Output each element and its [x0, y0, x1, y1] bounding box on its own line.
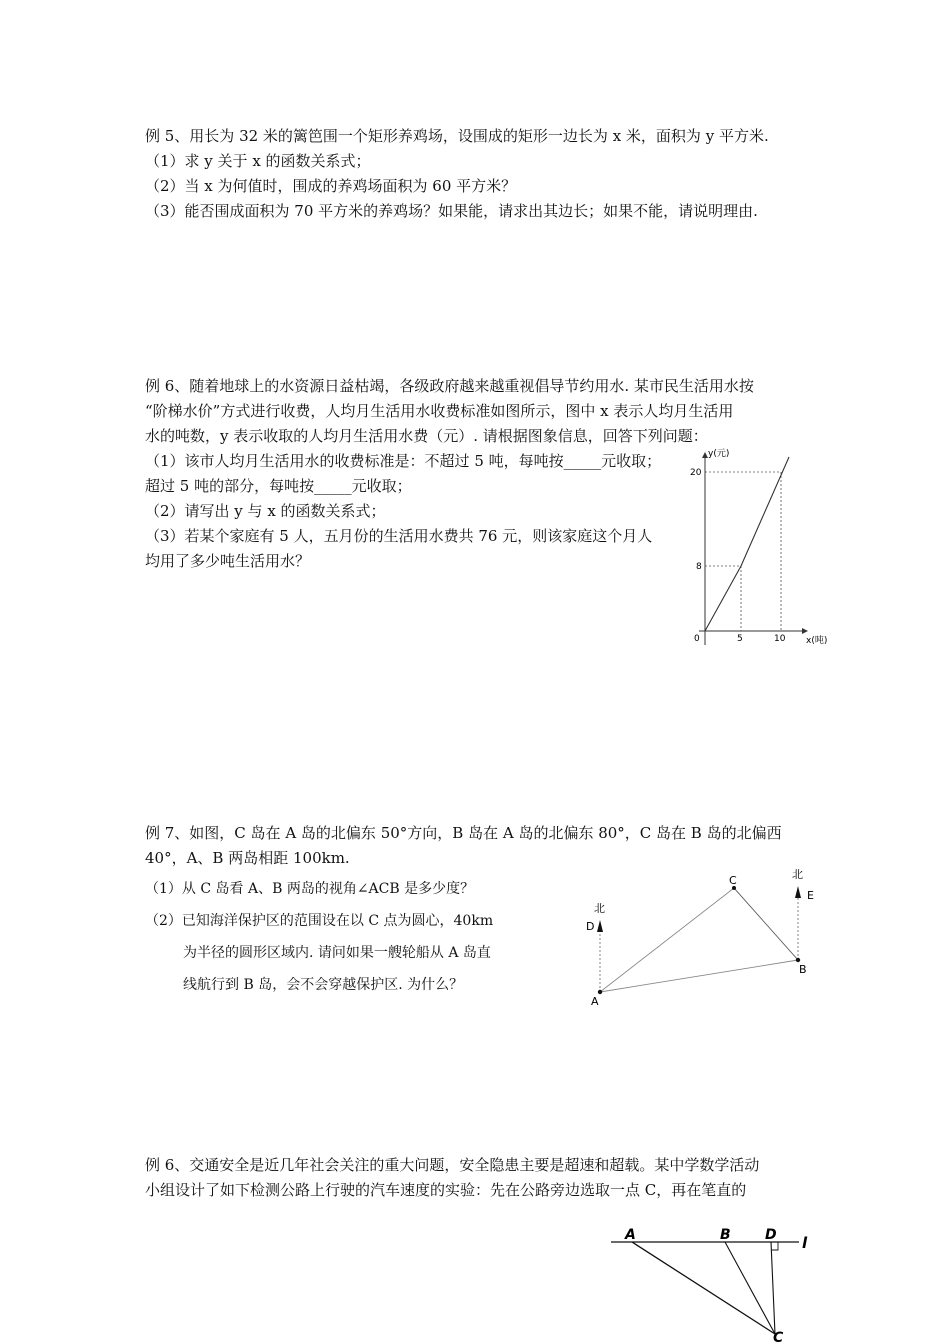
label-c: C	[773, 1330, 784, 1344]
example-7-question-2-line-1: （2）已知海洋保护区的范围设在以 C 点为圆心，40km	[145, 913, 494, 929]
example-6-line-8: 均用了多少吨生活用水？	[145, 552, 311, 570]
example-7-questions	[145, 873, 565, 1001]
example-7	[145, 821, 810, 871]
point-b	[796, 958, 800, 962]
label-north-b: 北	[792, 868, 803, 881]
water-fee-graph	[685, 445, 845, 655]
label-b: B	[720, 1227, 731, 1243]
example-7-question-2-line-3: 线航行到 B 岛，会不会穿越保护区. 为什么？	[183, 977, 464, 993]
label-a: A	[625, 1227, 636, 1243]
islands-diagram	[580, 868, 820, 1008]
example-5-line-3: （2）当 x 为何值时，围成的养鸡场面积为 60 平方米？	[145, 177, 517, 195]
segment-cb	[734, 888, 798, 960]
y-tick-8: 8	[696, 562, 702, 572]
label-a: A	[591, 995, 599, 1008]
label-b: B	[799, 963, 807, 976]
example-traffic-line-1: 例 6、交通安全是近几年社会关注的重大问题，安全隐患主要是超速和超载。某中学数学活动	[145, 1156, 760, 1174]
y-tick-20: 20	[690, 468, 702, 478]
example-7-line-1: 例 7、如图，C 岛在 A 岛的北偏东 50°方向，B 岛在 A 岛的北偏东 80°，C 岛在 B 岛的北偏西	[145, 824, 782, 842]
x-tick-10: 10	[774, 634, 786, 644]
example-5-line-2: （1）求 y 关于 x 的函数关系式；	[145, 152, 371, 170]
label-north-a: 北	[594, 902, 605, 915]
right-angle-mark	[771, 1242, 778, 1250]
example-6-line-7: （3）若某个家庭有 5 人，五月份的生活用水费共 76 元，则该家庭这个月人	[145, 527, 653, 545]
example-5	[145, 124, 810, 224]
example-6-line-5: 超过 5 吨的部分，每吨按_____元收取；	[145, 477, 412, 495]
example-6-line-1: 例 6、随着地球上的水资源日益枯竭，各级政府越来越重视倡导节约用水. 某市民生活用水按	[145, 377, 754, 395]
example-7-question-1: （1）从 C 岛看 A、B 两岛的视角∠ACB 是多少度？	[145, 881, 475, 897]
example-6-line-2: “阶梯水价”方式进行收费，人均月生活用水收费标准如图所示，图中 x 表示人均月生活用	[145, 402, 734, 420]
label-c: C	[729, 874, 737, 887]
segment-bc	[725, 1242, 775, 1334]
example-5-line-1: 例 5、用长为 32 米的篱笆围一个矩形养鸡场，设围成的矩形一边长为 x 米，面积为 y 平方米.	[145, 127, 769, 145]
segment-dc	[771, 1242, 775, 1334]
north-arrow-a	[597, 920, 603, 932]
origin-label: 0	[694, 634, 700, 644]
north-arrow-b	[795, 886, 801, 898]
label-e: E	[807, 889, 814, 902]
example-traffic-line-2: 小组设计了如下检测公路上行驶的汽车速度的实验：先在公路旁边选取一点 C，再在笔直的	[145, 1181, 747, 1199]
y-axis-label: y(元)	[708, 449, 730, 459]
example-5-line-4: （3）能否围成面积为 70 平方米的养鸡场？如果能，请求出其边长；如果不能，请说明理由.	[145, 202, 758, 220]
segment-ab	[600, 960, 798, 992]
example-6-line-4: （1）该市人均月生活用水的收费标准是：不超过 5 吨，每吨按_____元收取；	[145, 452, 662, 470]
segment-ac	[632, 1242, 775, 1334]
example-7-question-2-line-2: 为半径的圆形区域内. 请问如果一艘轮船从 A 岛直	[183, 945, 491, 961]
label-d: D	[765, 1227, 777, 1243]
label-l: l	[802, 1234, 808, 1252]
example-6-line-6: （2）请写出 y 与 x 的函数关系式；	[145, 502, 386, 520]
example-7-line-2: 40°，A、B 两岛相距 100km.	[145, 849, 350, 867]
segment-ac	[600, 888, 734, 992]
point-a	[598, 990, 602, 994]
label-d: D	[586, 920, 595, 933]
example-traffic	[145, 1153, 810, 1203]
x-axis-label: x(吨)	[806, 636, 828, 646]
example-6-line-3: 水的吨数，y 表示收取的人均月生活用水费（元）. 请根据图象信息，回答下列问题：	[145, 427, 708, 445]
road-diagram	[605, 1222, 825, 1342]
x-tick-5: 5	[737, 634, 743, 644]
fee-function-line	[705, 457, 789, 631]
